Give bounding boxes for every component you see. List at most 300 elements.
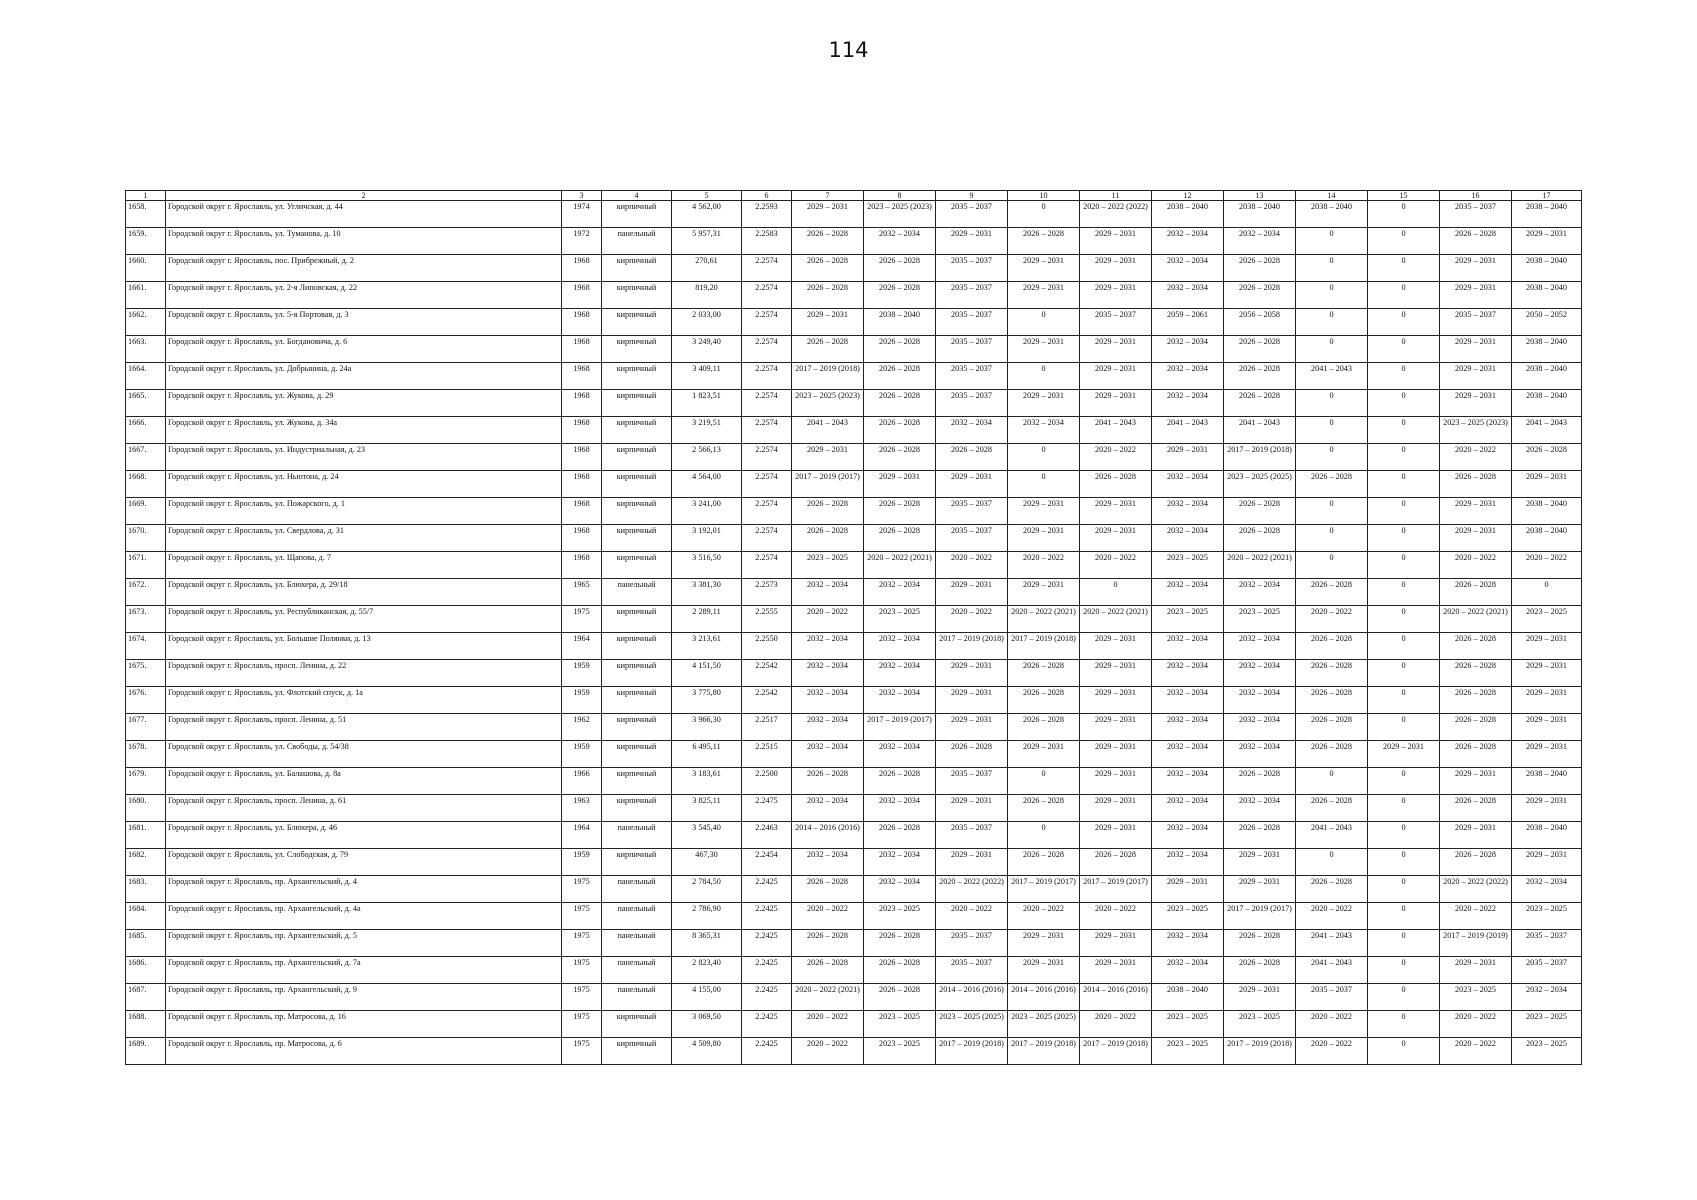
column-header-15: 15: [1368, 191, 1440, 201]
table-row: [126, 444, 1582, 471]
table-cell: 0: [1368, 309, 1440, 336]
table-cell: 0: [1008, 471, 1080, 498]
table-cell: 0: [1296, 336, 1368, 363]
row-number-cell: 1676.: [126, 687, 166, 714]
table-cell: 2026 – 2028: [1296, 660, 1368, 687]
table-cell: 2020 – 2022: [1440, 444, 1512, 471]
table-cell: 2029 – 2031: [792, 201, 864, 228]
table-cell: 2029 – 2031: [1224, 876, 1296, 903]
table-cell: 2.2425: [742, 876, 792, 903]
table-cell: кирпичный: [602, 498, 672, 525]
table-cell: 2020 – 2022: [1296, 1011, 1368, 1038]
table-cell: 2.2574: [742, 309, 792, 336]
table-cell: 0: [1368, 579, 1440, 606]
table-cell: 2032 – 2034: [792, 633, 864, 660]
column-header-13: 13: [1224, 191, 1296, 201]
table-cell: 0: [1008, 201, 1080, 228]
table-cell: 2035 – 2037: [936, 309, 1008, 336]
table-cell: 0: [1368, 633, 1440, 660]
table-cell: 2020 – 2022: [1296, 903, 1368, 930]
table-cell: 1968: [562, 444, 602, 471]
table-cell: 2020 – 2022: [1440, 1011, 1512, 1038]
table-cell: 2032 – 2034: [1152, 255, 1224, 282]
table-cell: 2023 – 2025: [1152, 903, 1224, 930]
table-cell: 2017 – 2019 (2017): [1008, 876, 1080, 903]
table-cell: панельный: [602, 930, 672, 957]
table-cell: 2029 – 2031: [1008, 336, 1080, 363]
table-cell: 2020 – 2022: [1080, 444, 1152, 471]
table-cell: 1959: [562, 849, 602, 876]
table-cell: 2032 – 2034: [936, 417, 1008, 444]
table-cell: 2020 – 2022: [1440, 552, 1512, 579]
row-number-cell: 1672.: [126, 579, 166, 606]
table-cell: кирпичный: [602, 633, 672, 660]
table-cell: 2020 – 2022: [936, 606, 1008, 633]
table-cell: 2017 – 2019 (2018): [1224, 444, 1296, 471]
table-row: [126, 471, 1582, 498]
table-cell: 2029 – 2031: [1440, 498, 1512, 525]
table-cell: 2 823,40: [672, 957, 742, 984]
table-cell: 2038 – 2040: [1512, 768, 1582, 795]
table-row: [126, 957, 1582, 984]
table-cell: 2026 – 2028: [864, 930, 936, 957]
table-cell: 0: [1008, 822, 1080, 849]
table-cell: 2.2593: [742, 201, 792, 228]
table-cell: 2026 – 2028: [1224, 363, 1296, 390]
table-cell: 2.2574: [742, 525, 792, 552]
table-cell: 2020 – 2022: [1512, 552, 1582, 579]
table-cell: 2029 – 2031: [1440, 282, 1512, 309]
table-cell: кирпичный: [602, 309, 672, 336]
row-number-cell: 1664.: [126, 363, 166, 390]
table-cell: 2029 – 2031: [1512, 633, 1582, 660]
table-cell: 1968: [562, 498, 602, 525]
table-cell: 2026 – 2028: [792, 525, 864, 552]
table-cell: 1968: [562, 336, 602, 363]
table-cell: 2029 – 2031: [936, 228, 1008, 255]
table-row: [126, 741, 1582, 768]
table-cell: 0: [1368, 1011, 1440, 1038]
table-cell: 2020 – 2022: [1080, 903, 1152, 930]
table-cell: 2032 – 2034: [1224, 795, 1296, 822]
table-cell: 1975: [562, 957, 602, 984]
table-cell: 2032 – 2034: [1008, 417, 1080, 444]
table-cell: 2026 – 2028: [1296, 471, 1368, 498]
table-cell: 2029 – 2031: [792, 309, 864, 336]
table-cell: 2032 – 2034: [1152, 687, 1224, 714]
table-cell: 2029 – 2031: [1512, 660, 1582, 687]
table-cell: 1975: [562, 1011, 602, 1038]
table-cell: 2020 – 2022: [1080, 1011, 1152, 1038]
table-cell: 2032 – 2034: [864, 687, 936, 714]
table-cell: кирпичный: [602, 417, 672, 444]
table-cell: 2041 – 2043: [1296, 363, 1368, 390]
table-cell: 2026 – 2028: [1224, 255, 1296, 282]
row-number-cell: 1661.: [126, 282, 166, 309]
row-number-cell: 1667.: [126, 444, 166, 471]
row-number-cell: 1683.: [126, 876, 166, 903]
table-cell: кирпичный: [602, 336, 672, 363]
table-cell: 2026 – 2028: [1224, 390, 1296, 417]
table-cell: 2026 – 2028: [1296, 741, 1368, 768]
table-cell: 2 033,00: [672, 309, 742, 336]
table-cell: 1975: [562, 606, 602, 633]
column-header-11: 11: [1080, 191, 1152, 201]
table-cell: 2032 – 2034: [792, 714, 864, 741]
table-cell: 3 516,50: [672, 552, 742, 579]
table-cell: 2026 – 2028: [1224, 498, 1296, 525]
table-cell: 1975: [562, 903, 602, 930]
table-cell: 1968: [562, 417, 602, 444]
table-cell: 2020 – 2022: [1440, 903, 1512, 930]
table-row: [126, 498, 1582, 525]
table-cell: 2026 – 2028: [864, 255, 936, 282]
table-cell: 2029 – 2031: [1440, 822, 1512, 849]
table-cell: 2023 – 2025 (2025): [936, 1011, 1008, 1038]
table-cell: 2020 – 2022 (2022): [936, 876, 1008, 903]
table-cell: 2014 – 2016 (2016): [936, 984, 1008, 1011]
table-row: [126, 1038, 1582, 1065]
table-cell: 467,30: [672, 849, 742, 876]
table-cell: 0: [1296, 768, 1368, 795]
table-cell: 2029 – 2031: [792, 444, 864, 471]
table-cell: 2026 – 2028: [1440, 795, 1512, 822]
table-cell: 2.2574: [742, 417, 792, 444]
table-cell: 2041 – 2043: [1296, 957, 1368, 984]
table-cell: 2020 – 2022: [936, 903, 1008, 930]
table-cell: 0: [1368, 336, 1440, 363]
table-cell: 1968: [562, 525, 602, 552]
table-cell: 2026 – 2028: [1440, 741, 1512, 768]
address-cell: Городской округ г. Ярославль, ул. 2-я Липовская, д. 22: [166, 282, 562, 309]
table-cell: 0: [1512, 579, 1582, 606]
table-cell: 2026 – 2028: [1224, 336, 1296, 363]
table-cell: 0: [1368, 201, 1440, 228]
table-cell: 2020 – 2022: [1008, 903, 1080, 930]
table-cell: панельный: [602, 228, 672, 255]
table-cell: 0: [1296, 390, 1368, 417]
column-header-2: 2: [166, 191, 562, 201]
table-cell: 2032 – 2034: [1152, 957, 1224, 984]
table-cell: 2032 – 2034: [1512, 984, 1582, 1011]
row-number-cell: 1671.: [126, 552, 166, 579]
table-row: [126, 390, 1582, 417]
table-cell: 2 566,13: [672, 444, 742, 471]
table-cell: 2026 – 2028: [1296, 714, 1368, 741]
table-cell: 2032 – 2034: [864, 660, 936, 687]
table-row: [126, 930, 1582, 957]
table-cell: 2035 – 2037: [936, 768, 1008, 795]
table-cell: 2029 – 2031: [1440, 525, 1512, 552]
table-cell: 2035 – 2037: [1080, 309, 1152, 336]
table-cell: кирпичный: [602, 606, 672, 633]
table-cell: 2.2574: [742, 336, 792, 363]
row-number-cell: 1663.: [126, 336, 166, 363]
table-cell: кирпичный: [602, 201, 672, 228]
table-cell: 0: [1368, 849, 1440, 876]
address-cell: Городской округ г. Ярославль, пр. Архангельский, д. 4: [166, 876, 562, 903]
table-cell: кирпичный: [602, 390, 672, 417]
table-cell: 2032 – 2034: [1152, 390, 1224, 417]
table-cell: 2032 – 2034: [1224, 741, 1296, 768]
table-cell: 0: [1296, 552, 1368, 579]
row-number-cell: 1685.: [126, 930, 166, 957]
table-cell: 3 249,40: [672, 336, 742, 363]
table-cell: 2.2515: [742, 741, 792, 768]
table-cell: 1968: [562, 471, 602, 498]
table-cell: 2023 – 2025 (2025): [1008, 1011, 1080, 1038]
table-cell: 1975: [562, 1038, 602, 1065]
table-cell: 2026 – 2028: [792, 228, 864, 255]
table-row: [126, 984, 1582, 1011]
table-cell: 2020 – 2022 (2022): [1440, 876, 1512, 903]
table-cell: 1975: [562, 930, 602, 957]
table-row: [126, 903, 1582, 930]
table-cell: 2017 – 2019 (2018): [792, 363, 864, 390]
table-cell: 2035 – 2037: [1440, 201, 1512, 228]
address-cell: Городской округ г. Ярославль, ул. Туманова, д. 10: [166, 228, 562, 255]
table-cell: 2026 – 2028: [1224, 822, 1296, 849]
table-row: [126, 876, 1582, 903]
address-cell: Городской округ г. Ярославль, ул. Пожарского, д. 1: [166, 498, 562, 525]
table-cell: 2029 – 2031: [1008, 741, 1080, 768]
table-cell: 2029 – 2031: [1008, 930, 1080, 957]
table-cell: 2 784,50: [672, 876, 742, 903]
table-cell: 2050 – 2052: [1512, 309, 1582, 336]
table-cell: кирпичный: [602, 714, 672, 741]
table-cell: 2032 – 2034: [1152, 741, 1224, 768]
row-number-cell: 1658.: [126, 201, 166, 228]
table-cell: 0: [1368, 471, 1440, 498]
table-cell: 2032 – 2034: [1152, 228, 1224, 255]
table-cell: 2014 – 2016 (2016): [1008, 984, 1080, 1011]
table-cell: 2029 – 2031: [1440, 957, 1512, 984]
row-number-cell: 1675.: [126, 660, 166, 687]
address-cell: Городской округ г. Ярославль, пр. Архангельский, д. 9: [166, 984, 562, 1011]
table-cell: 2020 – 2022 (2021): [792, 984, 864, 1011]
table-cell: 2023 – 2025: [1440, 984, 1512, 1011]
table-cell: 2032 – 2034: [1152, 525, 1224, 552]
table-cell: 2.2574: [742, 255, 792, 282]
table-cell: 2032 – 2034: [1152, 768, 1224, 795]
table-cell: 2035 – 2037: [936, 390, 1008, 417]
table-cell: 2026 – 2028: [1008, 795, 1080, 822]
table-cell: 2026 – 2028: [792, 282, 864, 309]
table-cell: 1968: [562, 255, 602, 282]
table-cell: 2029 – 2031: [936, 471, 1008, 498]
table-cell: 0: [1296, 444, 1368, 471]
table-cell: 2017 – 2019 (2019): [1440, 930, 1512, 957]
table-cell: 3 409,11: [672, 363, 742, 390]
table-cell: 2029 – 2031: [1152, 876, 1224, 903]
table-cell: 2032 – 2034: [864, 876, 936, 903]
table-cell: 2026 – 2028: [864, 525, 936, 552]
row-number-cell: 1668.: [126, 471, 166, 498]
table-cell: 2026 – 2028: [792, 957, 864, 984]
table-cell: 1968: [562, 309, 602, 336]
table-cell: 2029 – 2031: [1080, 282, 1152, 309]
table-cell: 2035 – 2037: [936, 336, 1008, 363]
table-cell: 2029 – 2031: [1080, 687, 1152, 714]
table-row: [126, 1011, 1582, 1038]
column-header-7: 7: [792, 191, 864, 201]
address-cell: Городской округ г. Ярославль, ул. Балашова, д. 8а: [166, 768, 562, 795]
address-cell: Городской округ г. Ярославль, ул. Богдановича, д. 6: [166, 336, 562, 363]
address-cell: Городской округ г. Ярославль, ул. Республиканская, д. 55/7: [166, 606, 562, 633]
table-cell: 2023 – 2025: [1224, 606, 1296, 633]
table-cell: 2026 – 2028: [1440, 579, 1512, 606]
table-cell: 1962: [562, 714, 602, 741]
table-cell: 2026 – 2028: [936, 444, 1008, 471]
table-cell: 2032 – 2034: [1224, 714, 1296, 741]
table-cell: 2.2574: [742, 282, 792, 309]
table-cell: 0: [1008, 444, 1080, 471]
table-cell: 0: [1368, 984, 1440, 1011]
table-row: [126, 228, 1582, 255]
table-cell: 2023 – 2025 (2023): [864, 201, 936, 228]
table-cell: панельный: [602, 579, 672, 606]
table-cell: кирпичный: [602, 1011, 672, 1038]
table-row: [126, 687, 1582, 714]
table-cell: 0: [1368, 660, 1440, 687]
row-number-cell: 1684.: [126, 903, 166, 930]
table-cell: 2032 – 2034: [1152, 471, 1224, 498]
table-cell: 2023 – 2025 (2023): [792, 390, 864, 417]
table-row: [126, 579, 1582, 606]
row-number-cell: 1673.: [126, 606, 166, 633]
table-cell: 2035 – 2037: [1296, 984, 1368, 1011]
table-cell: 2029 – 2031: [1512, 741, 1582, 768]
table-cell: 2.2573: [742, 579, 792, 606]
table-cell: 2029 – 2031: [1512, 471, 1582, 498]
table-cell: 2026 – 2028: [864, 282, 936, 309]
table-cell: 2041 – 2043: [1296, 930, 1368, 957]
table-cell: 2026 – 2028: [1224, 957, 1296, 984]
table-cell: 0: [1368, 822, 1440, 849]
address-cell: Городской округ г. Ярославль, ул. Блюхера, д. 29/18: [166, 579, 562, 606]
table-cell: 2041 – 2043: [792, 417, 864, 444]
table-cell: 2017 – 2019 (2018): [1008, 633, 1080, 660]
address-cell: Городской округ г. Ярославль, ул. Щапова, д. 7: [166, 552, 562, 579]
table-cell: 2026 – 2028: [1296, 876, 1368, 903]
table-cell: кирпичный: [602, 363, 672, 390]
table-cell: 0: [1368, 525, 1440, 552]
table-cell: 1959: [562, 687, 602, 714]
table-cell: 3 213,61: [672, 633, 742, 660]
table-cell: 1959: [562, 660, 602, 687]
table-cell: 0: [1296, 417, 1368, 444]
table-cell: 2026 – 2028: [864, 444, 936, 471]
address-cell: Городской округ г. Ярославль, пр. Архангельский, д. 4а: [166, 903, 562, 930]
table-cell: кирпичный: [602, 795, 672, 822]
table-cell: 2026 – 2028: [1008, 687, 1080, 714]
table-cell: 2041 – 2043: [1080, 417, 1152, 444]
row-number-cell: 1681.: [126, 822, 166, 849]
table-cell: 2035 – 2037: [936, 363, 1008, 390]
table-cell: 2014 – 2016 (2016): [792, 822, 864, 849]
table-cell: 2032 – 2034: [1152, 660, 1224, 687]
table-cell: 0: [1368, 417, 1440, 444]
table-cell: 4 151,50: [672, 660, 742, 687]
table-cell: 2.2574: [742, 498, 792, 525]
table-cell: 2026 – 2028: [864, 363, 936, 390]
table-cell: 2029 – 2031: [1080, 228, 1152, 255]
table-cell: 2029 – 2031: [1080, 498, 1152, 525]
table-cell: 2029 – 2031: [1440, 336, 1512, 363]
table-cell: 2032 – 2034: [1152, 363, 1224, 390]
table-cell: 0: [1368, 606, 1440, 633]
table-cell: 6 495,11: [672, 741, 742, 768]
table-cell: 3 381,30: [672, 579, 742, 606]
table-cell: 2029 – 2031: [936, 579, 1008, 606]
table-cell: 2029 – 2031: [1512, 795, 1582, 822]
table-cell: 3 219,51: [672, 417, 742, 444]
table-cell: 2020 – 2022 (2021): [864, 552, 936, 579]
table-cell: 2032 – 2034: [792, 795, 864, 822]
table-cell: 2035 – 2037: [1512, 930, 1582, 957]
table-cell: 2032 – 2034: [1152, 714, 1224, 741]
table-cell: 2023 – 2025: [1152, 1011, 1224, 1038]
table-cell: 2029 – 2031: [936, 714, 1008, 741]
table-cell: 4 562,00: [672, 201, 742, 228]
table-cell: 2.2500: [742, 768, 792, 795]
table-row: [126, 633, 1582, 660]
column-header-14: 14: [1296, 191, 1368, 201]
row-number-cell: 1679.: [126, 768, 166, 795]
table-row: [126, 714, 1582, 741]
table-cell: кирпичный: [602, 768, 672, 795]
table-cell: 5 957,31: [672, 228, 742, 255]
table-cell: панельный: [602, 984, 672, 1011]
table-cell: 2032 – 2034: [1152, 579, 1224, 606]
table-cell: 2032 – 2034: [1152, 282, 1224, 309]
address-cell: Городской округ г. Ярославль, просп. Ленина, д. 22: [166, 660, 562, 687]
table-cell: 2020 – 2022: [1008, 552, 1080, 579]
table-cell: 2032 – 2034: [864, 228, 936, 255]
table-cell: кирпичный: [602, 255, 672, 282]
table-cell: 3 966,30: [672, 714, 742, 741]
table-cell: 1968: [562, 390, 602, 417]
table-cell: 2032 – 2034: [1152, 633, 1224, 660]
table-cell: 2026 – 2028: [792, 768, 864, 795]
address-cell: Городской округ г. Ярославль, ул. Угличская, д. 44: [166, 201, 562, 228]
page-number: 114: [828, 38, 869, 62]
address-cell: Городской округ г. Ярославль, просп. Ленина, д. 51: [166, 714, 562, 741]
table-cell: 2023 – 2025: [1512, 903, 1582, 930]
table-cell: 0: [1368, 498, 1440, 525]
table-row: [126, 255, 1582, 282]
register-table: [125, 190, 1582, 1065]
table-cell: 2029 – 2031: [936, 795, 1008, 822]
table-cell: 2026 – 2028: [864, 957, 936, 984]
row-number-cell: 1687.: [126, 984, 166, 1011]
table-cell: 2023 – 2025: [864, 606, 936, 633]
table-cell: 2032 – 2034: [1152, 930, 1224, 957]
table-cell: 2020 – 2022: [792, 606, 864, 633]
table-cell: 2026 – 2028: [864, 822, 936, 849]
table-cell: 2.2555: [742, 606, 792, 633]
table-cell: 2026 – 2028: [1224, 282, 1296, 309]
table-cell: 2.2542: [742, 687, 792, 714]
table-cell: 2038 – 2040: [864, 309, 936, 336]
table-cell: 3 069,50: [672, 1011, 742, 1038]
table-cell: 0: [1296, 255, 1368, 282]
table-row: [126, 606, 1582, 633]
table-cell: 2038 – 2040: [1512, 201, 1582, 228]
table-cell: 2023 – 2025 (2023): [1440, 417, 1512, 444]
table-row: [126, 795, 1582, 822]
address-cell: Городской округ г. Ярославль, ул. Блюхера, д. 46: [166, 822, 562, 849]
